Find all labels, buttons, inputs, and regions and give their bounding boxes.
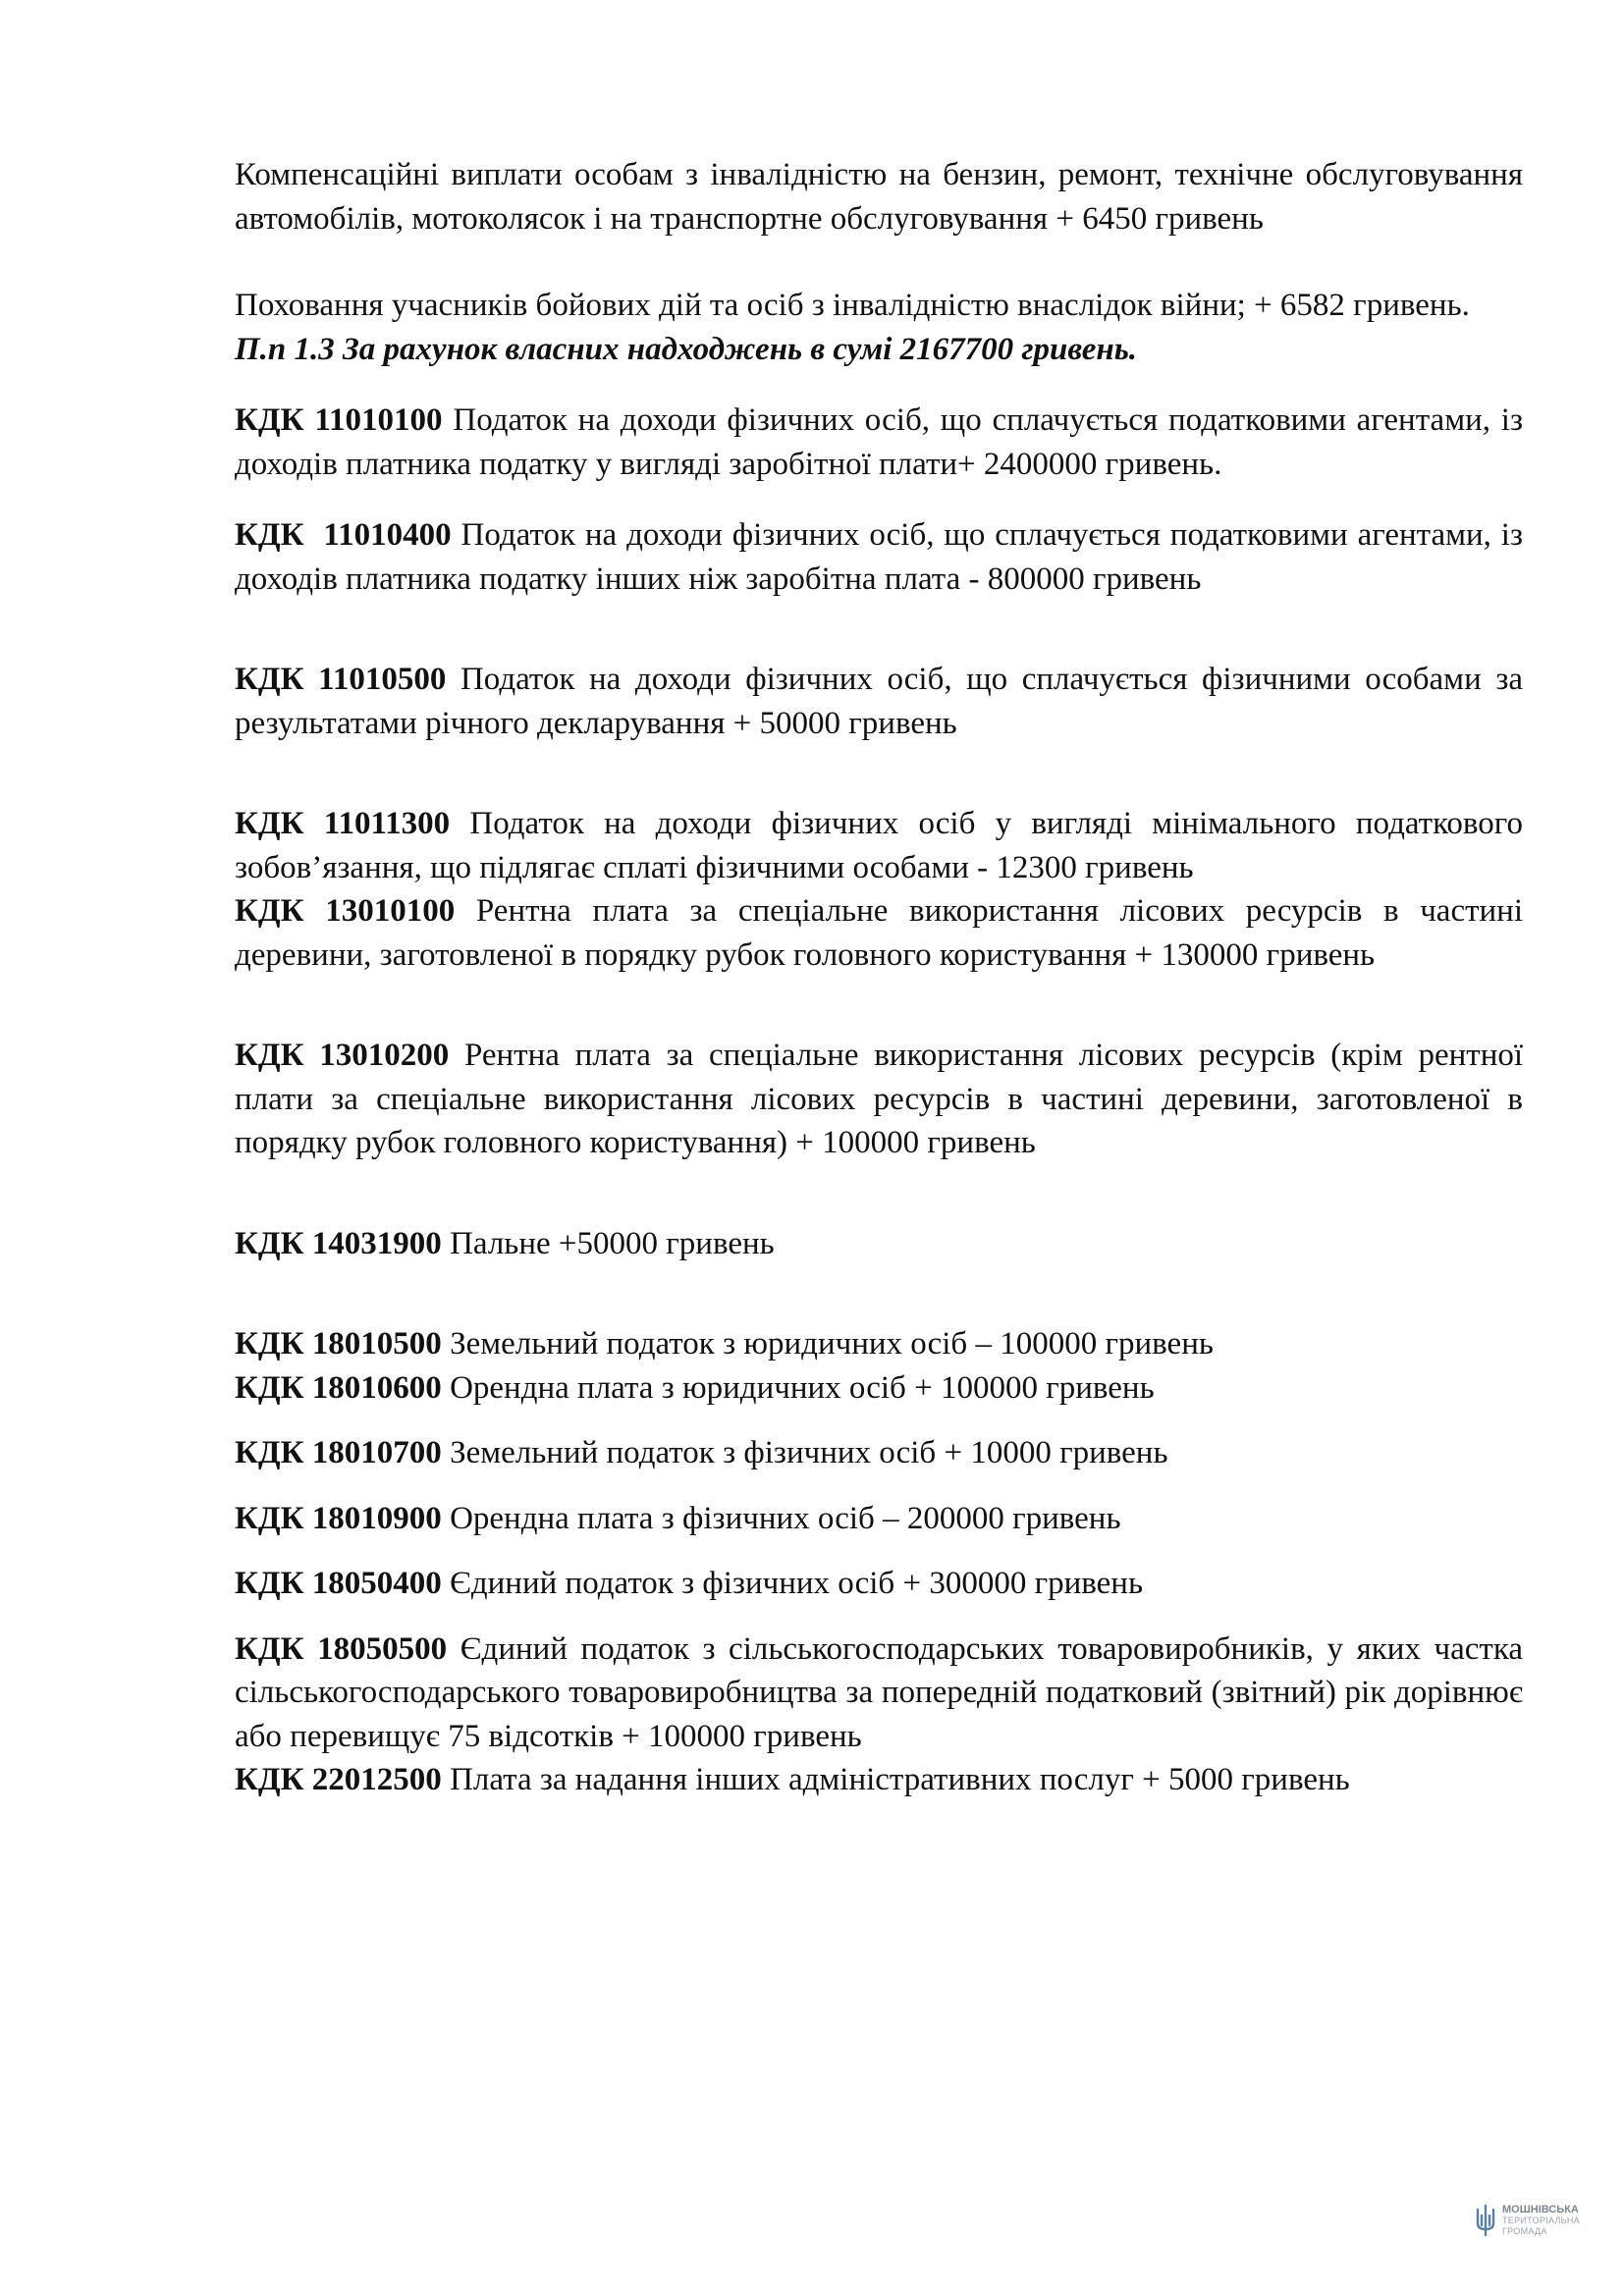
item-code: КДК 11011300 <box>235 806 451 841</box>
item-code: КДК 13010200 <box>235 1038 450 1073</box>
logo-line-1: МОШНІВСЬКА <box>1502 2203 1579 2216</box>
logo-line-2: ТЕРИТОРІАЛЬНА <box>1502 2215 1580 2225</box>
budget-item: КДК 11011300 Податок на доходи фізичних осіб у вигляді мінімального податкового зобов’язання, що підлягає сплаті фізичними особами - 12300 гривень <box>235 806 1524 885</box>
budget-item: КДК 11010500 Податок на доходи фізичних осіб, що сплачується фізичними особами за результатами річного декларування + 50000 гривень <box>235 662 1524 741</box>
item-code: КДК 18010500 <box>235 1326 442 1362</box>
item-code: КДК 14031900 <box>235 1225 442 1261</box>
item-code: КДК 18010700 <box>235 1435 442 1470</box>
budget-item: КДК 18010600 Орендна плата з юридичних осіб + 100000 гривень <box>235 1369 1155 1406</box>
budget-item: КДК 22012500 Плата за надання інших адміністративних послуг + 5000 гривень <box>235 1762 1350 1797</box>
item-code: КДК 11010100 <box>235 402 443 438</box>
budget-item: КДК 13010200 Рентна плата за спеціальне використання лісових ресурсів (крім рентної плати за спеціальне використання лісових ресурсів в частині деревини, заготовленої в порядку рубок головного користування) + 100000 гривень <box>235 1038 1524 1160</box>
budget-item: КДК 11010100 Податок на доходи фізичних осіб, що сплачується податковими агентами, із доходів платника податку у вигляді заробітної плати+ 2400000 гривень. <box>235 402 1524 482</box>
budget-item: КДК 13010100 Рентна плата за спеціальне використання лісових ресурсів в частині деревини, заготовленої в порядку рубок головного користування + 130000 гривень <box>235 893 1524 973</box>
item-code: КДК 18050400 <box>235 1566 442 1601</box>
item-code: КДК 18010600 <box>235 1369 442 1406</box>
budget-item: КДК 18050400 Єдиний податок з фізичних осіб + 300000 гривень <box>235 1566 1144 1601</box>
budget-item: КДК 18010700 Земельний податок з фізичних осіб + 10000 гривень <box>235 1435 1168 1470</box>
item-code: КДК 18050500 <box>235 1630 448 1667</box>
budget-item: КДК 18010500 Земельний податок з юридичних осіб – 100000 гривень <box>235 1326 1214 1362</box>
item-code: КДК 22012500 <box>235 1762 442 1797</box>
logo-line-3: ГРОМАДА <box>1502 2225 1547 2236</box>
budget-item: КДК 11010400 Податок на доходи фізичних осіб, що сплачується податковими агентами, із доходів платника податку інших ніж заробітна плата - 800000 гривень <box>235 517 1524 597</box>
document-body <box>235 153 1523 1802</box>
paragraph: Компенсаційні виплати особам з інвалідністю на бензин, ремонт, технічне обслуговування автомобілів, мотоколясок і на транспортне обслуговування + 6450 гривень <box>235 157 1523 237</box>
item-code: КДК 11010400 <box>235 517 452 553</box>
item-code: КДК 18010900 <box>235 1500 442 1536</box>
community-logo <box>1475 2196 1602 2245</box>
item-code: КДК 11010500 <box>235 662 447 697</box>
budget-item: КДК 14031900 Пальне +50000 гривень <box>235 1225 775 1261</box>
section-heading: П.п 1.3 За рахунок власних надходжень в сумі 2167700 гривень. <box>235 331 1138 367</box>
paragraph: Поховання учасників бойових дій та осіб з інвалідністю внаслідок війни; + 6582 гривень. <box>235 288 1470 323</box>
trident-icon <box>1475 2204 1496 2237</box>
budget-item: КДК 18010900 Орендна плата з фізичних осіб – 200000 гривень <box>235 1500 1121 1536</box>
budget-item: КДК 18050500 Єдиний податок з сільськогосподарських товаровиробників, у яких частка сільськогосподарського товаровиробництва за попередній податковий (звітний) рік дорівнює або перевищує 75 відсотків + 100000 гривень <box>235 1630 1524 1754</box>
item-code: КДК 13010100 <box>235 893 456 929</box>
